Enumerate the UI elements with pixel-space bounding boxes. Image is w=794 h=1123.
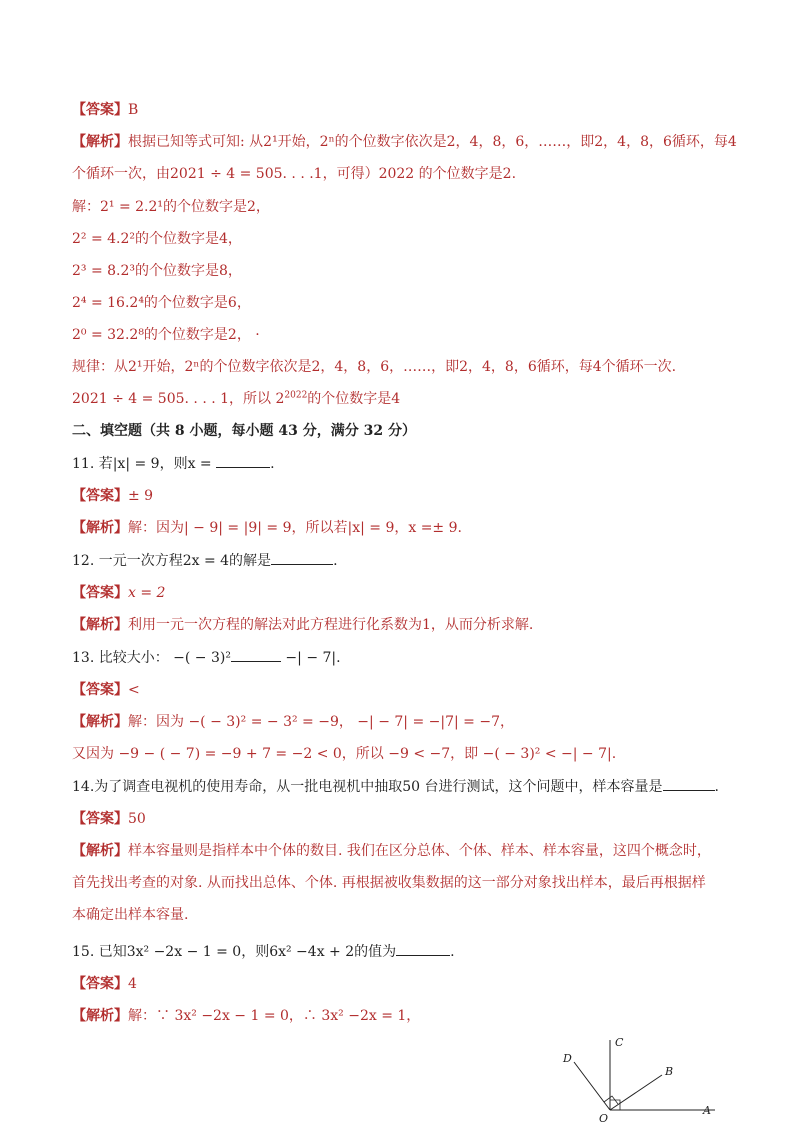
- label-o: O: [599, 1112, 609, 1123]
- label-b: B: [665, 1065, 674, 1078]
- analysis-label: 【解析】: [72, 1008, 128, 1024]
- q12-question-end: .: [333, 553, 338, 569]
- analysis-label: 【解析】: [72, 714, 128, 730]
- ray-ob: [610, 1075, 662, 1110]
- angle-figure: [555, 1030, 725, 1123]
- q14-analysis-line1: [72, 840, 711, 862]
- q11-analysis-line: [72, 517, 462, 539]
- answer-label: 【答案】: [72, 976, 128, 992]
- q10-step-3: 2³ = 8.2³的个位数字是8，: [72, 263, 242, 279]
- q15-question: [72, 941, 455, 963]
- q15-question-end: .: [450, 944, 455, 960]
- answer-label: 【答案】: [72, 811, 128, 827]
- q12-answer-blank: [271, 550, 333, 565]
- q10-analysis-line1: [72, 131, 737, 153]
- q11-analysis: 解：因为| − 9| = |9| = 9，所以若|x| = 9，x =± 9.: [128, 520, 462, 536]
- analysis-label: 【解析】: [72, 520, 128, 536]
- q12-question-text: 12. 一元一次方程2x = 4的解是: [72, 553, 272, 569]
- q13-analysis-text1: 解：因为 −( − 3)² = − 3² = −9， −| − 7| = −|7| = −7，: [128, 714, 514, 730]
- label-c: C: [615, 1036, 624, 1049]
- q10-step-2: 2² = 4.2²的个位数字是4，: [72, 231, 242, 247]
- q11-answer: ± 9: [128, 488, 154, 504]
- q13-answer: <: [128, 682, 140, 698]
- q10-analysis-line2: 个循环一次，由2021 ÷ 4 = 505. . . .1，可得）2022 的个位数字是2.: [72, 166, 517, 182]
- section-heading: 二、填空题（共 8 小题，每小题 43 分，满分 32 分）: [72, 423, 416, 439]
- q14-question-end: .: [714, 779, 719, 795]
- q12-analysis-line: [72, 614, 533, 636]
- analysis-label: 【解析】: [72, 617, 128, 633]
- q13-question-text: 13. 比较大小： −( − 3)²: [72, 650, 231, 666]
- q10-conclusion-post: 的个位数字是4: [307, 391, 401, 407]
- label-a: A: [703, 1104, 711, 1117]
- q10-solution-intro: [72, 196, 270, 218]
- q14-question: [72, 776, 719, 798]
- q15-analysis: 解：∵ 3x² −2x − 1 = 0，∴ 3x² −2x = 1，: [128, 1008, 421, 1024]
- label-d: D: [563, 1052, 572, 1065]
- answer-label: 【答案】: [72, 682, 128, 698]
- q10-conclusion: [72, 388, 400, 410]
- q10-step-4: 2⁴ = 16.2⁴的个位数字是6，: [72, 295, 251, 311]
- q11-question-end: .: [270, 456, 275, 472]
- q10-step-1: 2¹ = 2.2¹的个位数字是2，: [100, 199, 270, 215]
- q11-question-text: 11. 若|x| = 9，则x =: [72, 456, 217, 472]
- q11-question: [72, 453, 275, 475]
- q15-answer: 4: [128, 976, 137, 992]
- q14-answer: 50: [128, 811, 146, 827]
- analysis-label: 【解析】: [72, 134, 128, 150]
- q11-answer-blank: [216, 453, 270, 468]
- q13-analysis-line1: [72, 711, 514, 733]
- q10-conclusion-pre: 2021 ÷ 4 = 505. . . . 1，所以 2: [72, 391, 285, 407]
- q15-question-text: 15. 已知3x² −2x − 1 = 0，则6x² −4x + 2的值为: [72, 944, 397, 960]
- q12-answer-line: [72, 582, 165, 604]
- q10-answer: B: [128, 102, 139, 118]
- q10-conclusion-exponent: 2022: [284, 390, 308, 401]
- q15-answer-line: [72, 973, 137, 995]
- q10-rule: 规律：从2¹开始，2ⁿ的个位数字依次是2，4，8，6，……，即2，4，8，6循环，每4个循环一次.: [72, 359, 677, 375]
- analysis-label: 【解析】: [72, 843, 128, 859]
- q14-answer-blank: [663, 776, 715, 791]
- answer-label: 【答案】: [72, 585, 128, 601]
- q10-sol-intro: 解：: [72, 199, 100, 215]
- q15-answer-blank: [396, 941, 450, 956]
- q13-answer-line: [72, 679, 140, 701]
- q12-answer: x = 2: [128, 585, 166, 601]
- q10-answer-line: [72, 99, 138, 121]
- q14-analysis-line3: 本确定出样本容量.: [72, 907, 189, 923]
- q12-question: [72, 550, 338, 572]
- q10-analysis-text1: 根据已知等式可知: 从2¹开始，2ⁿ的个位数字依次是2，4，8，6，……，即2，4，8，6循环，每4: [128, 134, 737, 150]
- q10-step-5: 2⁰ = 32.2⁸的个位数字是2， ·: [72, 327, 260, 343]
- answer-label: 【答案】: [72, 488, 128, 504]
- q12-analysis: 利用一元一次方程的解法对此方程进行化系数为1，从而分析求解.: [128, 617, 534, 633]
- q14-analysis-line2: 首先找出考查的对象. 从而找出总体、个体. 再根据被收集数据的这一部分对象找出样本，最后再根据样: [72, 875, 706, 891]
- q13-answer-blank: [231, 647, 281, 662]
- q11-answer-line: [72, 485, 153, 507]
- q13-question: [72, 647, 341, 669]
- q14-analysis-text1: 样本容量则是指样本中个体的数目. 我们在区分总体、个体、样本、样本容量，这四个概念时，: [128, 843, 711, 859]
- q14-question-text: 14.为了调查电视机的使用寿命，从一批电视机中抽取50 台进行测试，这个问题中，样本容量是: [72, 779, 663, 795]
- answer-label: 【答案】: [72, 102, 128, 118]
- q13-question-end: −| − 7|.: [280, 650, 341, 666]
- q13-analysis-line2: 又因为 −9 − ( − 7) = −9 + 7 = −2 < 0，所以 −9 < −7，即 −( − 3)² < −| − 7|.: [72, 746, 617, 762]
- ray-od: [574, 1062, 610, 1110]
- q15-analysis-line: [72, 1005, 420, 1027]
- q14-answer-line: [72, 808, 146, 830]
